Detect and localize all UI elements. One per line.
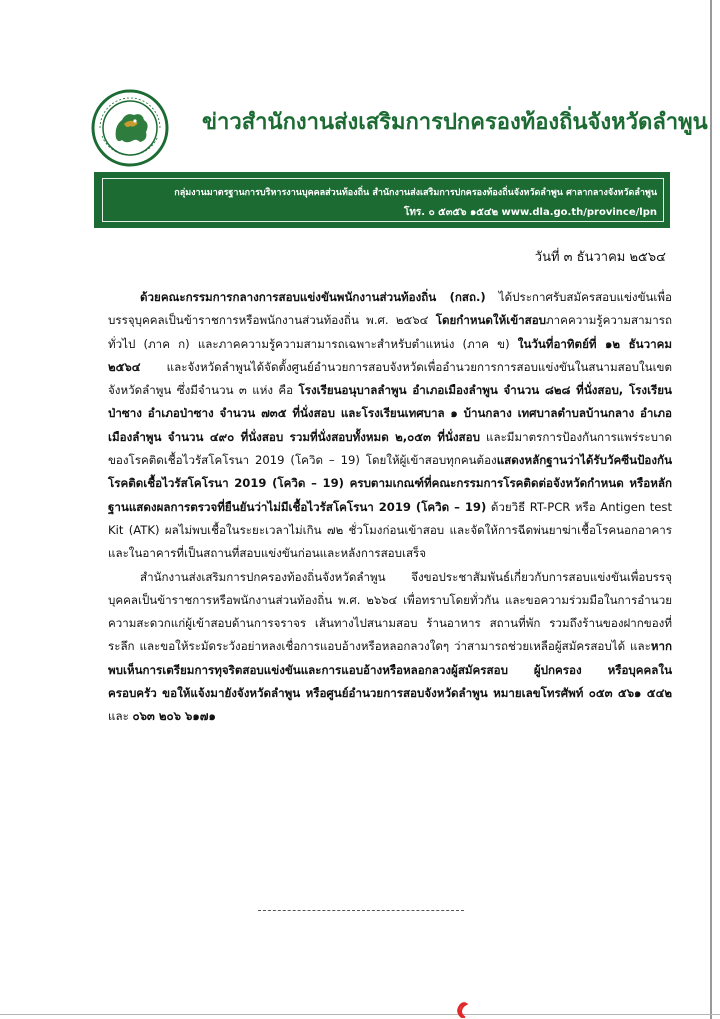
text-run: โรงเรียนอนุบาลลำพูน อำเภอเมืองลำพูน จำนวน ๘๒๘ ที่นั่งสอบ, โรงเรียนป่าซาง อำเภอป่าซาง จำนวน ๗๓๕ ที่นั่งสอบ และโรงเรียนเทศบาล ๑ บ้านกลาง เทศบาลตำบลบ้านกลาง อำเภอเมืองลำพูน จำนวน ๔๙๐ ที่นั่งสอบ รวมที่นั่งสอบทั้งหมด ๒,๐๕๓ ที่นั่งสอบ xyxy=(108,383,672,444)
document-date: วันที่ ๓ ธันวาคม ๒๕๖๔ xyxy=(534,250,666,265)
text-run: แสดงหลักฐานว่าได้รับวัคซีนป้องกันโรคติดเชื้อไวรัสโคโรนา 2019 (โควิด – 19) ครบตามเกณฑ์ที่คณะกรรมการโรคติดต่อจังหวัดกำหนด หรือหลักฐานแสดงผลการตรวจที่ยืนยันว่าไม่มีเชื้อไวรัสโคโรนา 2019 (โควิด – 19) xyxy=(108,453,672,514)
banner-contact-line: โทร. ๐ ๕๓๕๖ ๑๕๔๒ www.dla.go.th/province/lpn xyxy=(403,207,657,218)
text-run: ๐๖๓ ๒๐๖ ๖๑๗๑ xyxy=(132,709,216,724)
text-run: และมีมาตรการป้องกันการแพร่ระบาดของโรคติดเชื้อไวรัสโคโรนา 2019 (โควิด – 19) โดยให้ผู้เข้าสอบทุกคนต้อง xyxy=(108,429,672,468)
banner-frame xyxy=(102,178,664,222)
text-run: และจังหวัดลำพูนได้จัดตั้งศูนย์อำนวยการสอบจังหวัดเพื่ออำนวยการการสอบแข่งขันในสนามสอบในเขตจังหวัดลำพูน ซึ่งมีจำนวน ๓ แห่ง คือ xyxy=(108,359,672,398)
text-run: ได้ประกาศรับสมัครสอบแข่งขันเพื่อบรรจุบุคคลเป็นข้าราชการหรือพนักงานส่วนท้องถิ่น พ.ศ. ๒๕๖๔ xyxy=(108,290,672,328)
text-run: ในวันที่อาทิตย์ที่ ๑๒ ธันวาคม ๒๕๖๔ xyxy=(108,336,672,374)
paragraph-1 xyxy=(108,286,672,566)
page-bottom-rule xyxy=(0,1014,720,1015)
signature-mark-icon xyxy=(450,1000,472,1018)
text-run: และ xyxy=(108,709,133,724)
text-run: โดยกำหนดให้เข้าสอบ xyxy=(435,313,547,328)
text-run: ด้วยคณะกรรมการกลางการสอบแข่งขันพนักงานส่วนท้องถิ่น (กสถ.) xyxy=(140,290,486,304)
page-edge-rule xyxy=(710,0,712,1019)
body-text xyxy=(108,286,672,729)
page-title: ข่าวสำนักงานส่งเสริมการปกครองท้องถิ่นจังหวัดลำพูน xyxy=(202,110,708,135)
text-run: หากพบเห็นการเตรียมการทุจริตสอบแข่งขันและการแอบอ้างหรือหลอกลวงผู้สมัครสอบ ผู้ปกครอง หรือบุคคลในครอบครัว ขอให้แจ้งมายังจังหวัดลำพูน หรือศูนย์อำนวยการสอบจังหวัดลำพูน หมายเลขโทรศัพท์ ๐๕๓ ๕๖๑ ๕๔๒ xyxy=(108,639,672,701)
dla-seal-icon xyxy=(80,88,180,168)
text-run: สำนักงานส่งเสริมการปกครองท้องถิ่นจังหวัดลำพูน จึงขอประชาสัมพันธ์เกี่ยวกับการสอบแข่งขันเพื่อบรรจุบุคคลเป็นข้าราชการหรือพนักงานส่วนท้องถิ่น พ.ศ. ๒๖๖๔ เพื่อทราบโดยทั่วกัน และขอความร่วมมือในการอำนวยความสะดวกแก่ผู้เข้าสอบด้านการจราจร เส้นทางไปสนามสอบ ร้านอาหาร สถานที่พัก รวมถึงร้านของฝากของที่ระลึก และขอให้ระมัดระวังอย่าหลงเชื่อการแอบอ้างหรือหลอกลวงใดๆ ว่าสามารถช่วยเหลือผู้สมัครสอบได้ และ xyxy=(108,569,672,654)
text-run: ภาคความรู้ความสามารถทั่วไป (ภาค ก) และภาคความรู้ความสามารถเฉพาะสำหรับตำแหน่ง (ภาค ข) xyxy=(108,313,672,351)
banner-department-line: กลุ่มงานมาตรฐานการบริหารงานบุคคลส่วนท้องถิ่น สำนักงานส่งเสริมการปกครองท้องถิ่นจังหวัดลำพูน ศาลากลางจังหวัดลำพูน xyxy=(174,188,657,198)
text-run: ด้วยวิธี RT-PCR หรือ Antigen test Kit (ATK) ผลไม่พบเชื้อในระยะเวลาไม่เกิน ๗๒ ชั่วโมงก่อนเข้าสอบ และจัดให้การฉีดพ่นยาฆ่าเชื้อโรคนอกอาคารและในอาคารที่เป็นสถานที่สอบแข่งขันก่อนและหลังการสอบเสร็จ xyxy=(108,499,672,561)
paragraph-2 xyxy=(108,566,672,729)
department-banner xyxy=(94,172,670,228)
end-divider xyxy=(258,910,464,911)
